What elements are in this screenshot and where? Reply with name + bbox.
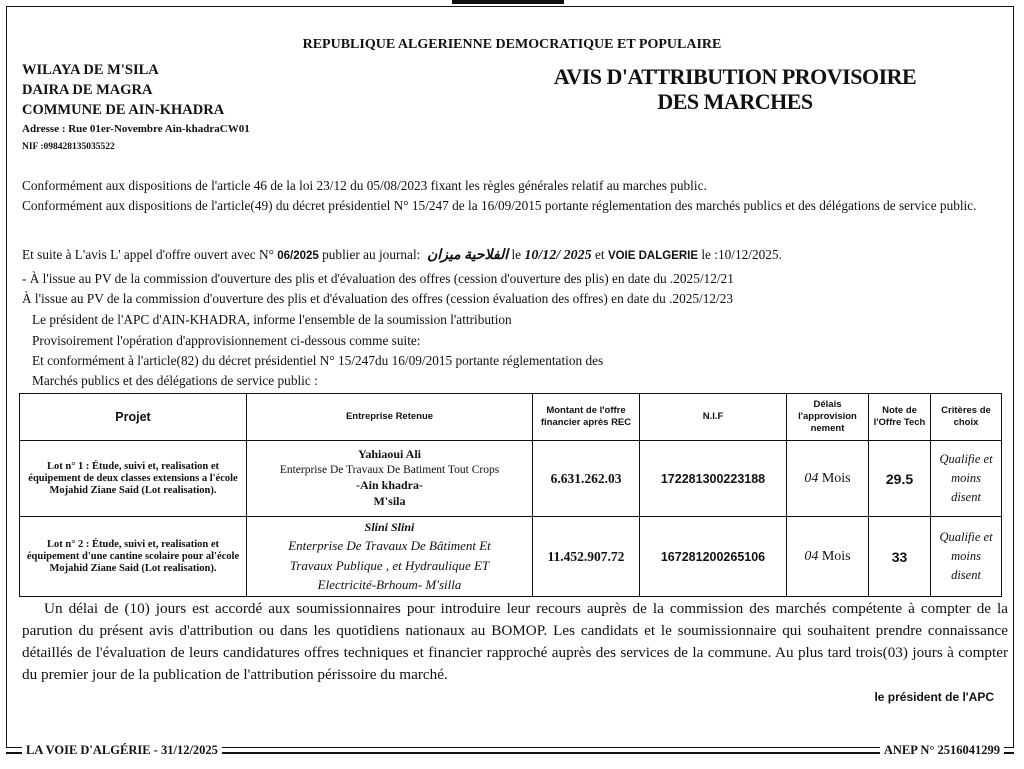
row1-entreprise [247,441,533,517]
appel-mid: publier au journal: [322,247,421,262]
appel-le: le [511,247,522,262]
table-header-row [20,394,1002,441]
row2-criteres [931,517,1002,597]
appel-prefix: Et suite à L'avis L' appel d'offre ouvert avec N° [22,247,274,262]
row2-delais [787,517,869,597]
notice-title [540,64,930,114]
row1-montant: 6.631.262.03 [533,441,640,517]
pv-line-1: - À l'issue au PV de la commission d'ouverture des plis et d'évaluation des offres (cession d'ouverture des plis) en date du .2025/12/21 [22,271,734,286]
col-nif: N.I.F [640,394,787,441]
row1-delais-unit: Mois [821,470,851,486]
row2-critere-line1: Qualifie et [939,530,993,544]
provisoire-line: Provisoirement l'opération d'approvisionnement ci-dessous comme suite: [32,333,421,348]
row2-projet: Lot n° 2 : Étude, suivi et, realisation et équipement d'une cantine scolaire pour al'école Mojahid Ziane Said (Lot realisation). [20,517,247,597]
row2-nif: 167281200265106 [640,517,787,597]
appel-and: et [595,247,605,262]
row1-critere-line2: moins disent [951,471,981,504]
row2-critere-line2: moins disent [951,549,981,582]
footer-anep: ANEP N° 2516041299 [880,743,1004,758]
appel-date1: 10/12/ 2025 [524,248,592,263]
issuer-block [22,60,250,156]
row1-note: 29.5 [869,441,931,517]
nif-line: NIF :098428135035522 [22,142,115,152]
row2-entreprise-name: Slini Slini [364,519,415,534]
col-entreprise: Entreprise Retenue [247,394,533,441]
col-projet: Projet [20,394,247,441]
row2-entreprise-line2: Enterprise De Travaux De Bâtiment Et [288,537,491,553]
address-line: Adresse : Rue 01er-Novembre Ain-khadraCW01 [22,123,250,135]
attribution-table [19,393,1002,597]
row2-note: 33 [869,517,931,597]
legal-paragraphs [22,176,1002,216]
conforme-line: Et conformément à l'article(82) du décret présidentiel N° 15/247du 16/09/2015 portante réglementation des [32,353,604,368]
row2-entreprise-line4: Electricité-Brhoum- M'silla [317,576,462,592]
row1-critere-line1: Qualifie et [939,452,993,466]
marches-line: Marchés publics et des délégations de service public : [32,373,318,388]
pv-line-2: À l'issue au PV de la commission d'ouverture des plis et d'évaluation des offres (cession évaluation des offres) en date du .2025/12/23 [22,291,734,306]
signature: le président de l'APC [874,690,994,704]
row2-montant: 11.452.907.72 [533,517,640,597]
col-note: Note de l'Offre Tech [869,394,931,441]
row1-criteres [931,441,1002,517]
row1-projet: Lot n° 1 : Étude, suivi et, realisation et équipement de deux classes extensions a l'école Mojahid Ziane Said (Lot realisation). [20,441,247,517]
daira-line: DAIRA DE MAGRA [22,82,153,98]
journal-arabic: الفلاحية ميزان [427,248,509,263]
footer-publication: LA VOIE D'ALGÉRIE - 31/12/2025 [22,743,222,758]
row1-delais [787,441,869,517]
row1-delais-num: 04 [804,470,819,486]
row2-delais-unit: Mois [821,548,851,564]
republic-heading: REPUBLIQUE ALGERIENNE DEMOCRATIQUE ET POPULAIRE [302,37,722,52]
row1-entreprise-line3: -Ain khadra- [355,478,423,492]
row2-delais-num: 04 [804,548,819,564]
row1-entreprise-line2: Enterprise De Travaux De Batiment Tout Crops [279,464,500,476]
legal-paragraph-2: Conformément aux dispositions de l'article(49) du décret présidentiel N° 15/247 de la 16/09/2015 portante réglementation des marchés publics et des délégations de service public. [22,198,977,213]
appel-voie: VOIE DALGERIE [607,250,699,262]
appel-offre-line [22,247,782,264]
appel-number: 06/2025 [277,250,319,262]
commune-line: COMMUNE DE AIN-KHADRA [22,102,225,118]
row2-entreprise-line3: Travaux Publique , et Hydraulique ET [289,557,490,573]
closing-paragraph: Un délai de (10) jours est accordé aux soumissionnaires pour introduire leur recours auprès de la commission des marchés compétente à compter de la parution du présent avis d'attribution ou dans les quotidiens nationaux au BOMOP. Les candidats et le soumissionnaire qui souhaitent prendre connaissance détaillés de l'évaluation de leurs candidatures offres techniques et financier rapproché auprès des services de la commune. Au plus tard trois(03) jours à compter du premier jour de la publication de l'attribution périssoire du marché. [22,600,1008,683]
table-row [20,441,1002,517]
col-criteres: Critères de choix [931,394,1002,441]
row1-nif: 172281300223188 [640,441,787,517]
col-montant: Montant de l'offre financier après REC [533,394,640,441]
legal-paragraph-1: Conformément aux dispositions de l'article 46 de la loi 23/12 du 05/08/2023 fixant les règles générales relatif au marches public. [22,178,707,193]
row1-entreprise-name: Yahiaoui Ali [357,447,422,461]
row2-entreprise [247,517,533,597]
col-delais: Délais l'approvision nement [787,394,869,441]
table-row [20,517,1002,597]
notice-title-line1: AVIS D'ATTRIBUTION PROVISOIRE [553,64,917,89]
wilaya-line: WILAYA DE M'SILA [22,62,159,78]
president-line: Le président de l'APC d'AIN-KHADRA, informe l'ensemble de la soumission l'attribution [32,312,512,327]
notice-title-line2: DES MARCHES [657,89,813,114]
row1-entreprise-line4: M'sila [373,494,406,508]
appel-date2: le :10/12/2025. [701,247,782,262]
top-bar [452,0,564,4]
